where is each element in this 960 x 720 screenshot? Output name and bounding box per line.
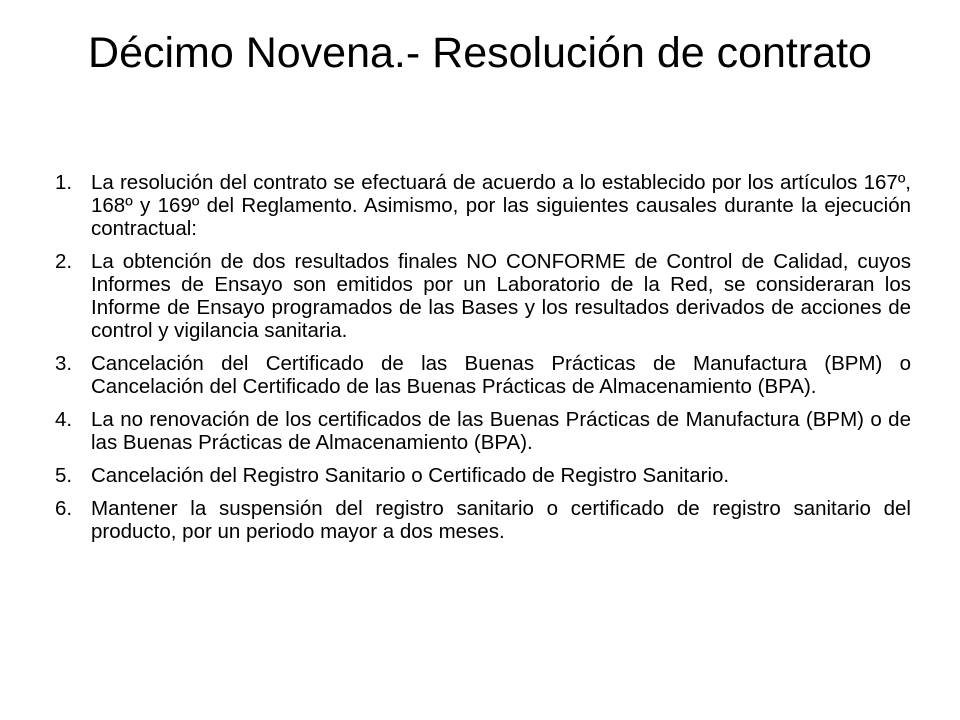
list-item <box>55 464 911 487</box>
numbered-list <box>55 171 911 553</box>
list-item-number: 1. <box>55 171 73 194</box>
list-item-text: La no renovación de los certificados de las Buenas Prácticas de Manufactura (BPM) o de las Buenas Prácticas de Almacenamiento (BPA). <box>91 408 911 454</box>
list-item-number: 4. <box>55 408 73 431</box>
list-item <box>55 250 911 342</box>
list-item <box>55 408 911 454</box>
list-item-number: 5. <box>55 464 73 487</box>
list-item-text: Mantener la suspensión del registro sanitario o certificado de registro sanitario del producto, por un periodo mayor a dos meses. <box>91 497 911 543</box>
list-item-text: Cancelación del Certificado de las Buenas Prácticas de Manufactura (BPM) o Cancelación del Certificado de las Buenas Prácticas de Almacenamiento (BPA). <box>91 352 911 398</box>
list-item-text: Cancelación del Registro Sanitario o Certificado de Registro Sanitario. <box>91 464 730 487</box>
list-item-number: 3. <box>55 352 73 375</box>
list-item <box>55 352 911 398</box>
list-item-number: 6. <box>55 497 73 520</box>
list-item <box>55 171 911 240</box>
list-item <box>55 497 911 543</box>
list-item-text: La obtención de dos resultados finales NO CONFORME de Control de Calidad, cuyos Informes de Ensayo son emitidos por un Laboratorio de la Red, se consideraran los Informe de Ensayo programados de las Bases y los resultados derivados de acciones de control y vigilancia sanitaria. <box>91 250 911 342</box>
slide-title: Décimo Novena.- Resolución de contrato <box>88 29 872 77</box>
list-item-text: La resolución del contrato se efectuará de acuerdo a lo establecido por los artículos 167º, 168º y 169º del Reglamento. Asimismo, por las siguientes causales durante la ejecución contractual: <box>91 171 911 240</box>
list-item-number: 2. <box>55 250 73 273</box>
